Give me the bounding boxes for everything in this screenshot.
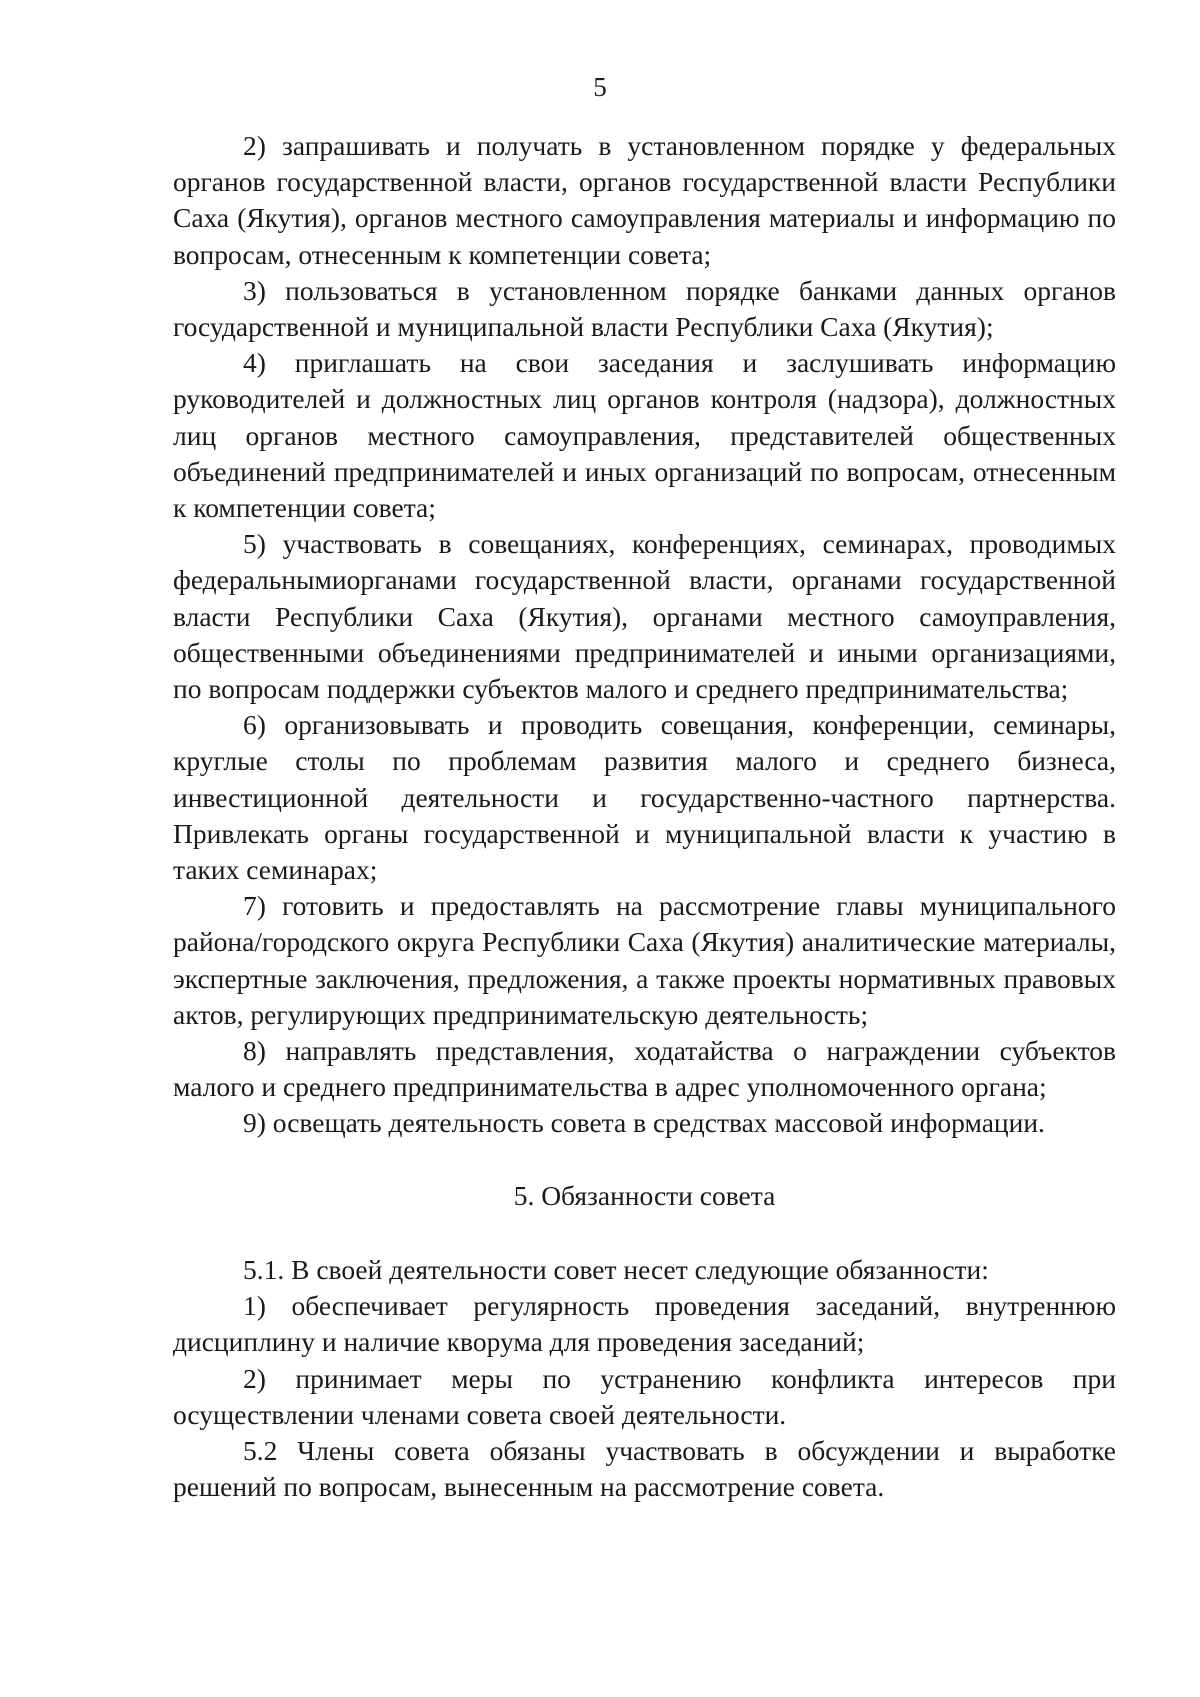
paragraph-item-2: 2) запрашивать и получать в установленном порядке у федеральных органов государственной власти, органов государственной власти Республики Саха (Якутия), органов местного самоуправления материалы и информацию по вопросам, отнесенным к компетенции совета;: [173, 130, 1116, 270]
paragraph-item-3: 3) пользоваться в установленном порядке банками данных органов государственной и муниципальной власти Республики Саха (Якутия);: [173, 274, 1116, 343]
paragraph-item-5: 5) участвовать в совещаниях, конференциях, семинарах, проводимых федеральнымиорганами государственной власти, органами государственной власти Республики Саха (Якутия), органами местного самоуправления, общественными объединениями предпринимателей и иными организациями, по вопросам поддержки субъектов малого и среднего предпринимательства;: [173, 528, 1116, 705]
paragraph-item-8: 8) направлять представления, ходатайства о награждении субъектов малого и среднего предпринимательства в адрес уполномоченного органа;: [173, 1035, 1116, 1103]
paragraph-item-6: 6) организовывать и проводить совещания, конференции, семинары, круглые столы по проблемам развития малого и среднего бизнеса, инвестиционной деятельности и государственно-частного партнерства. Привлекать органы государственной и муниципальной власти к участию в таких семинарах;: [173, 709, 1116, 886]
paragraph-5-1: 5.1. В своей деятельности совет несет следующие обязанности:: [243, 1253, 989, 1285]
paragraph-item-4: 4) приглашать на свои заседания и заслушивать информацию руководителей и должностных лиц органов контроля (надзора), должностных лиц органов местного самоуправления, представителей общественных объединений предпринимателей и иных организаций по вопросам, отнесенным к компетенции совета;: [173, 347, 1116, 524]
section-heading: 5. Обязанности совета: [513, 1179, 776, 1211]
paragraph-item-7: 7) готовить и предоставлять на рассмотрение главы муниципального района/городского округа Республики Саха (Якутия) аналитические материалы, экспертные заключения, предложения, а также проекты нормативных правовых актов, регулирующих предпринимательскую деятельность;: [173, 890, 1116, 1030]
document-body: [173, 128, 1116, 1505]
page-number: 5: [593, 72, 607, 102]
paragraph-duty-2: 2) принимает меры по устранению конфликта интересов при осуществлении членами совета своей деятельности.: [173, 1362, 1116, 1430]
paragraph-5-2: 5.2 Члены совета обязаны участвовать в обсуждении и выработке решений по вопросам, вынесенным на рассмотрение совета.: [173, 1434, 1116, 1503]
paragraph-item-9: 9) освещать деятельность совета в средствах массовой информации.: [243, 1107, 1045, 1139]
paragraph-duty-1: 1) обеспечивает регулярность проведения заседаний, внутреннюю дисциплину и наличие кворума для проведения заседаний;: [173, 1290, 1116, 1358]
